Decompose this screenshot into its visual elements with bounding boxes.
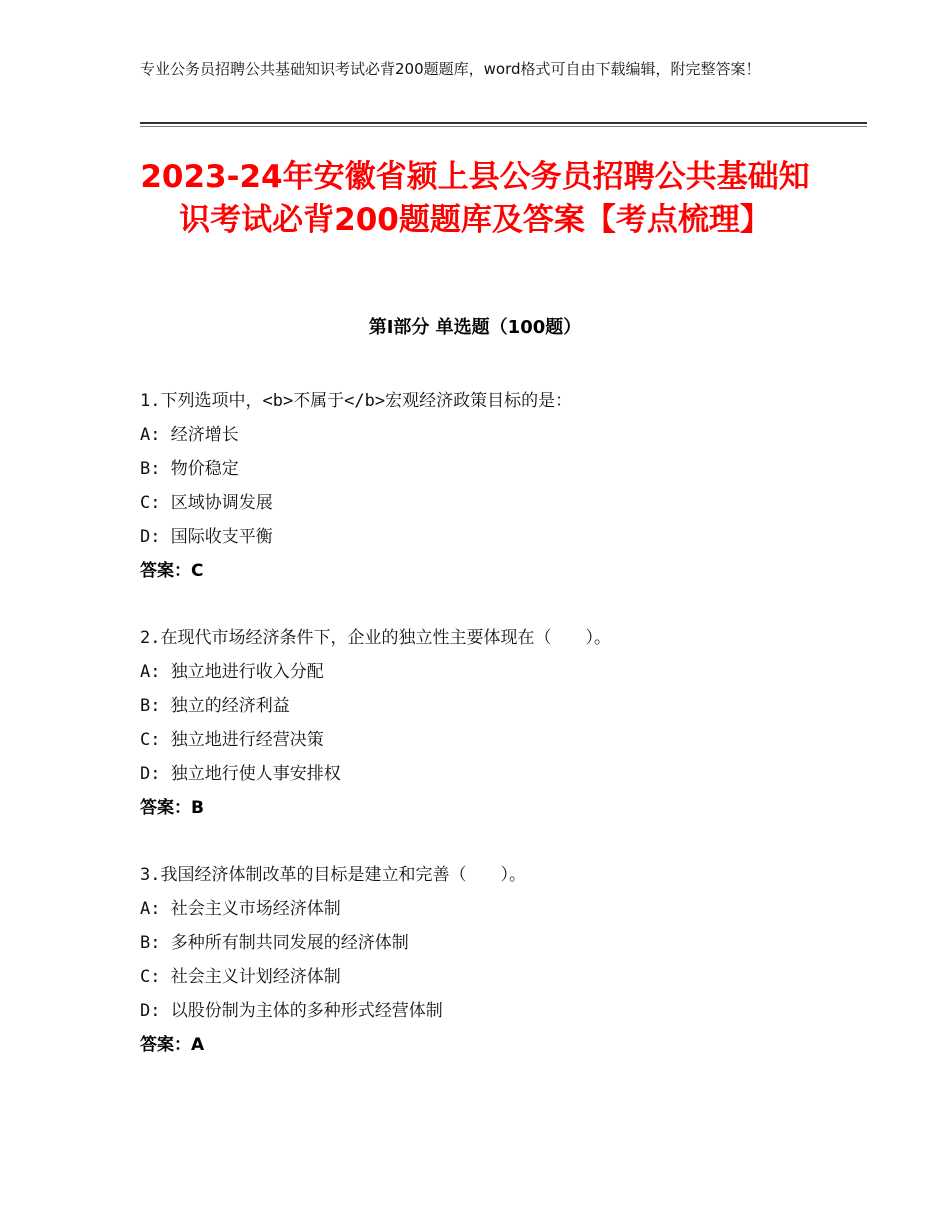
- header-divider-thick: [140, 122, 867, 124]
- option-a: A: 独立地进行收入分配: [140, 662, 324, 682]
- option-a: A: 经济增长: [140, 425, 239, 445]
- option-b: B: 多种所有制共同发展的经济体制: [140, 933, 409, 953]
- question-stem: 1.下列选项中，<b>不属于</b>宏观经济政策目标的是：: [140, 391, 573, 411]
- question-3: [140, 858, 840, 1062]
- header-divider-thin: [140, 126, 867, 127]
- question-list: [140, 384, 840, 1095]
- option-c: C: 独立地进行经营决策: [140, 730, 324, 750]
- question-2: [140, 621, 840, 825]
- answer: 答案：A: [140, 1035, 205, 1055]
- document-title: 2023-24年安徽省颍上县公务员招聘公共基础知识考试必背200题题库及答案【考点梳理】: [140, 159, 810, 238]
- option-c: C: 社会主义计划经济体制: [140, 967, 341, 987]
- option-b: B: 物价稳定: [140, 459, 239, 479]
- question-1: [140, 384, 840, 588]
- option-c: C: 区域协调发展: [140, 493, 273, 513]
- option-d: D: 国际收支平衡: [140, 527, 273, 547]
- answer: 答案：C: [140, 561, 204, 581]
- option-d: D: 以股份制为主体的多种形式经营体制: [140, 1001, 443, 1021]
- header-note: 专业公务员招聘公共基础知识考试必背200题题库，word格式可自由下载编辑，附完整答案！: [140, 60, 761, 78]
- question-stem: 3.我国经济体制改革的目标是建立和完善（ ）。: [140, 865, 526, 885]
- option-b: B: 独立的经济利益: [140, 696, 290, 716]
- section-heading: 第Ⅰ部分 单选题（100题）: [368, 317, 582, 338]
- option-a: A: 社会主义市场经济体制: [140, 899, 341, 919]
- answer: 答案：B: [140, 798, 204, 818]
- option-d: D: 独立地行使人事安排权: [140, 764, 341, 784]
- question-stem: 2.在现代市场经济条件下，企业的独立性主要体现在（ ）。: [140, 628, 611, 648]
